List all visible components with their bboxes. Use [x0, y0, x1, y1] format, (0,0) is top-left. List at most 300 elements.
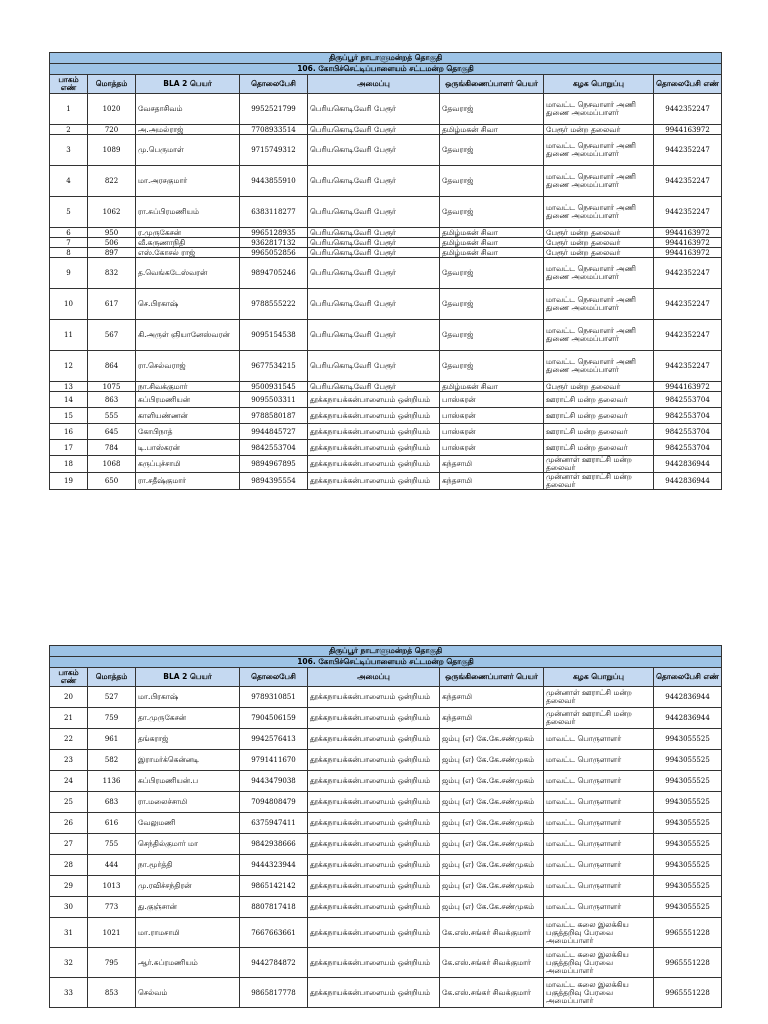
cell-phone-number: 9943055525 [654, 834, 722, 855]
cell-party-role: மாவட்ட நெசவாளர் அணி துணை அமைப்பாளர் [544, 320, 654, 351]
cell-coordinator: ஜம்பு (எ) கே.கே.சண்முகம் [440, 876, 544, 897]
cell-part-no: 22 [50, 729, 88, 750]
cell-organisation: பெரியகொடிவேரி பேரூர் [308, 248, 440, 258]
cell-total: 863 [88, 392, 136, 408]
cell-phone: 9789310851 [240, 687, 308, 708]
cell-party-role: ஊராட்சி மன்ற தலைவர் [544, 424, 654, 440]
cell-party-role: ஊராட்சி மன்ற தலைவர் [544, 440, 654, 456]
col-header-coordinator: ஒருங்கிணைப்பாளர் பெயர் [440, 668, 544, 687]
col-header-part-no: பாகம் எண் [50, 75, 88, 94]
cell-coordinator: தேவராஜ் [440, 289, 544, 320]
cell-organisation: பெரியகொடிவேரி பேரூர் [308, 166, 440, 197]
cell-bla2-name: ர.முருகேசன் [136, 228, 240, 238]
cell-bla2-name: சுப்பிரமணியன்.ப [136, 771, 240, 792]
col-header-phone-number: தொலைபேசி எண் [654, 75, 722, 94]
table-body-2 [50, 687, 722, 1008]
cell-coordinator: கந்தசாமி [440, 687, 544, 708]
cell-phone-number: 9442836944 [654, 456, 722, 473]
cell-coordinator: தேவராஜ் [440, 135, 544, 166]
cell-party-role: முன்னாள் ஊராட்சி மன்ற தலைவர் [544, 708, 654, 729]
cell-phone-number: 9943055525 [654, 876, 722, 897]
cell-coordinator: கே.எஸ்.சங்கர் சிவக்குமார் [440, 978, 544, 1008]
cell-organisation: தூக்கநாயக்கன்பாளையம் ஒன்றியம் [308, 729, 440, 750]
table-row [50, 424, 722, 440]
cell-coordinator: கந்தசாமி [440, 473, 544, 490]
cell-part-no: 7 [50, 238, 88, 248]
cell-phone: 9965052856 [240, 248, 308, 258]
table-row [50, 729, 722, 750]
table-row [50, 918, 722, 948]
cell-phone: 9965128935 [240, 228, 308, 238]
cell-part-no: 6 [50, 228, 88, 238]
cell-coordinator: தேவராஜ் [440, 320, 544, 351]
cell-organisation: பெரியகொடிவேரி பேரூர் [308, 351, 440, 382]
cell-bla2-name: வேசதாசிவம் [136, 94, 240, 125]
data-table-2 [49, 645, 722, 1008]
table-row [50, 813, 722, 834]
cell-phone-number: 9442836944 [654, 687, 722, 708]
cell-phone-number: 9944163972 [654, 228, 722, 238]
cell-coordinator: ஜம்பு (எ) கே.கே.சண்முகம் [440, 834, 544, 855]
cell-total: 759 [88, 708, 136, 729]
cell-coordinator: பாஸ்கரன் [440, 408, 544, 424]
cell-part-no: 16 [50, 424, 88, 440]
table-row [50, 792, 722, 813]
cell-phone: 9442784872 [240, 948, 308, 978]
cell-total: 853 [88, 978, 136, 1008]
cell-total: 616 [88, 813, 136, 834]
cell-part-no: 18 [50, 456, 88, 473]
cell-total: 582 [88, 750, 136, 771]
cell-bla2-name: தங்கராஜ் [136, 729, 240, 750]
cell-phone-number: 9944163972 [654, 248, 722, 258]
cell-organisation: தூக்கநாயக்கன்பாளையம் ஒன்றியம் [308, 408, 440, 424]
cell-phone: 9788580187 [240, 408, 308, 424]
cell-total: 506 [88, 238, 136, 248]
col-header-organisation: அமைப்பு [308, 668, 440, 687]
table-row [50, 978, 722, 1008]
table-block-2 [49, 645, 721, 1008]
cell-part-no: 14 [50, 392, 88, 408]
cell-phone-number: 9442352247 [654, 197, 722, 228]
cell-phone-number: 9965551228 [654, 948, 722, 978]
cell-total: 1021 [88, 918, 136, 948]
cell-organisation: தூக்கநாயக்கன்பாளையம் ஒன்றியம் [308, 918, 440, 948]
table-row [50, 456, 722, 473]
cell-coordinator: தேவராஜ் [440, 258, 544, 289]
cell-phone-number: 9943055525 [654, 792, 722, 813]
col-header-part-no: பாகம் எண் [50, 668, 88, 687]
cell-bla2-name: இராமர்க்கென்னடி [136, 750, 240, 771]
cell-bla2-name: சுப்பிரமணியன் [136, 392, 240, 408]
cell-organisation: பெரியகொடிவேரி பேரூர் [308, 197, 440, 228]
cell-coordinator: ஜம்பு (எ) கே.கே.சண்முகம் [440, 750, 544, 771]
cell-coordinator: பாஸ்கரன் [440, 424, 544, 440]
cell-phone-number: 9943055525 [654, 855, 722, 876]
cell-organisation: பெரியகொடிவேரி பேரூர் [308, 228, 440, 238]
table-row [50, 228, 722, 238]
cell-total: 961 [88, 729, 136, 750]
cell-phone-number: 9442836944 [654, 473, 722, 490]
cell-party-role: மாவட்ட பொருளாளர் [544, 897, 654, 918]
cell-part-no: 8 [50, 248, 88, 258]
cell-bla2-name: த.வெங்கடேஸ்வரன் [136, 258, 240, 289]
cell-part-no: 26 [50, 813, 88, 834]
cell-part-no: 30 [50, 897, 88, 918]
cell-organisation: பெரியகொடிவேரி பேரூர் [308, 289, 440, 320]
table-row [50, 440, 722, 456]
cell-bla2-name: செந்தில்குமார் மா [136, 834, 240, 855]
cell-coordinator: ஜம்பு (எ) கே.கே.சண்முகம் [440, 792, 544, 813]
table-block-1 [49, 52, 721, 490]
cell-party-role: ஊராட்சி மன்ற தலைவர் [544, 392, 654, 408]
cell-phone: 9944845727 [240, 424, 308, 440]
cell-total: 645 [88, 424, 136, 440]
cell-organisation: பெரியகொடிவேரி பேரூர் [308, 94, 440, 125]
col-header-phone: தொலைபேசி [240, 75, 308, 94]
col-header-organisation: அமைப்பு [308, 75, 440, 94]
cell-bla2-name: மா.பிரகாஷ் [136, 687, 240, 708]
cell-coordinator: தமிழ்மகன் சிவா [440, 382, 544, 392]
column-header-row [50, 75, 722, 94]
cell-bla2-name: அ.அமல்ராஜ் [136, 125, 240, 135]
cell-organisation: பெரியகொடிவேரி பேரூர் [308, 258, 440, 289]
table-row [50, 473, 722, 490]
col-header-total: மொத்தம் [88, 75, 136, 94]
cell-party-role: மாவட்ட பொருளாளர் [544, 729, 654, 750]
cell-total: 795 [88, 948, 136, 978]
cell-phone: 9362817132 [240, 238, 308, 248]
cell-phone: 9842553704 [240, 440, 308, 456]
cell-coordinator: தமிழ்மகன் சிவா [440, 238, 544, 248]
cell-part-no: 19 [50, 473, 88, 490]
cell-total: 832 [88, 258, 136, 289]
col-header-total: மொத்தம் [88, 668, 136, 687]
cell-bla2-name: தா.முருகேசன் [136, 708, 240, 729]
cell-bla2-name: காளியண்ணன் [136, 408, 240, 424]
cell-part-no: 21 [50, 708, 88, 729]
cell-phone-number: 9965551228 [654, 978, 722, 1008]
cell-organisation: தூக்கநாயக்கன்பாளையம் ஒன்றியம் [308, 897, 440, 918]
cell-coordinator: தேவராஜ் [440, 166, 544, 197]
cell-bla2-name: செல்வம் [136, 978, 240, 1008]
cell-phone: 9095503311 [240, 392, 308, 408]
col-header-party-role: கழக பொறுப்பு [544, 75, 654, 94]
cell-organisation: தூக்கநாயக்கன்பாளையம் ஒன்றியம் [308, 473, 440, 490]
table-row [50, 135, 722, 166]
cell-party-role: பேரூர் மன்ற தலைவர் [544, 248, 654, 258]
cell-part-no: 29 [50, 876, 88, 897]
col-header-coordinator: ஒருங்கிணைப்பாளர் பெயர் [440, 75, 544, 94]
cell-part-no: 20 [50, 687, 88, 708]
cell-organisation: பெரியகொடிவேரி பேரூர் [308, 135, 440, 166]
cell-total: 1075 [88, 382, 136, 392]
cell-part-no: 1 [50, 94, 88, 125]
cell-party-role: மாவட்ட நெசவாளர் அணி துணை அமைப்பாளர் [544, 351, 654, 382]
cell-phone-number: 9943055525 [654, 897, 722, 918]
table-row [50, 876, 722, 897]
document-title: திருப்பூர் நாடாளுமன்றத் தொகுதி [50, 53, 722, 64]
cell-bla2-name: வீ.கருணாநிதி [136, 238, 240, 248]
cell-organisation: பெரியகொடிவேரி பேரூர் [308, 238, 440, 248]
cell-total: 444 [88, 855, 136, 876]
cell-phone-number: 9842553704 [654, 408, 722, 424]
cell-phone: 9444323944 [240, 855, 308, 876]
cell-organisation: தூக்கநாயக்கன்பாளையம் ஒன்றியம் [308, 813, 440, 834]
table-row [50, 382, 722, 392]
cell-phone: 9791411670 [240, 750, 308, 771]
cell-party-role: மாவட்ட நெசவாளர் அணி துணை அமைப்பாளர் [544, 94, 654, 125]
cell-part-no: 2 [50, 125, 88, 135]
col-header-bla2-name: BLA 2 பெயர் [136, 668, 240, 687]
cell-total: 950 [88, 228, 136, 238]
cell-bla2-name: மா.ராமசாமி [136, 918, 240, 948]
cell-party-role: பேரூர் மன்ற தலைவர் [544, 382, 654, 392]
cell-phone-number: 9943055525 [654, 729, 722, 750]
table-row [50, 408, 722, 424]
cell-total: 1068 [88, 456, 136, 473]
cell-phone: 9894705246 [240, 258, 308, 289]
col-header-party-role: கழக பொறுப்பு [544, 668, 654, 687]
cell-organisation: தூக்கநாயக்கன்பாளையம் ஒன்றியம் [308, 948, 440, 978]
cell-phone: 9952521799 [240, 94, 308, 125]
cell-bla2-name: ஆர்.சுப்ரமணியம் [136, 948, 240, 978]
cell-coordinator: தேவராஜ் [440, 351, 544, 382]
cell-phone: 9715749312 [240, 135, 308, 166]
cell-party-role: மாவட்ட பொருளாளர் [544, 771, 654, 792]
cell-phone: 9865817778 [240, 978, 308, 1008]
cell-bla2-name: வேலுமணி [136, 813, 240, 834]
cell-bla2-name: ரா.மலைச்சாமி [136, 792, 240, 813]
table-row [50, 834, 722, 855]
cell-phone: 8807817418 [240, 897, 308, 918]
cell-coordinator: ஜம்பு (எ) கே.கே.சண்முகம் [440, 729, 544, 750]
table-row [50, 897, 722, 918]
cell-party-role: ஊராட்சி மன்ற தலைவர் [544, 408, 654, 424]
cell-organisation: தூக்கநாயக்கன்பாளையம் ஒன்றியம் [308, 392, 440, 408]
cell-total: 773 [88, 897, 136, 918]
cell-phone-number: 9943055525 [654, 771, 722, 792]
cell-phone-number: 9944163972 [654, 382, 722, 392]
cell-total: 555 [88, 408, 136, 424]
cell-bla2-name: து.குஞ்சான் [136, 897, 240, 918]
cell-part-no: 9 [50, 258, 88, 289]
cell-coordinator: கந்தசாமி [440, 708, 544, 729]
cell-coordinator: தேவராஜ் [440, 197, 544, 228]
cell-part-no: 5 [50, 197, 88, 228]
cell-total: 1062 [88, 197, 136, 228]
cell-organisation: பெரியகொடிவேரி பேரூர் [308, 382, 440, 392]
cell-coordinator: பாஸ்கரன் [440, 392, 544, 408]
cell-phone: 9942576413 [240, 729, 308, 750]
cell-party-role: முன்னாள் ஊராட்சி மன்ற தலைவர் [544, 687, 654, 708]
table-row [50, 320, 722, 351]
table-row [50, 248, 722, 258]
cell-part-no: 27 [50, 834, 88, 855]
cell-total: 527 [88, 687, 136, 708]
cell-organisation: தூக்கநாயக்கன்பாளையம் ஒன்றியம் [308, 855, 440, 876]
cell-part-no: 23 [50, 750, 88, 771]
cell-organisation: தூக்கநாயக்கன்பாளையம் ஒன்றியம் [308, 876, 440, 897]
cell-part-no: 4 [50, 166, 88, 197]
cell-coordinator: கந்தசாமி [440, 456, 544, 473]
cell-phone-number: 9442352247 [654, 94, 722, 125]
cell-phone-number: 9944163972 [654, 125, 722, 135]
cell-organisation: தூக்கநாயக்கன்பாளையம் ஒன்றியம் [308, 750, 440, 771]
col-header-bla2-name: BLA 2 பெயர் [136, 75, 240, 94]
cell-phone-number: 9842553704 [654, 424, 722, 440]
cell-party-role: பேரூர் மன்ற தலைவர் [544, 228, 654, 238]
cell-party-role: மாவட்ட நெசவாளர் அணி துணை அமைப்பாளர் [544, 258, 654, 289]
cell-total: 822 [88, 166, 136, 197]
table-row [50, 855, 722, 876]
cell-part-no: 13 [50, 382, 88, 392]
cell-phone: 9095154538 [240, 320, 308, 351]
cell-total: 650 [88, 473, 136, 490]
document-title: திருப்பூர் நாடாளுமன்றத் தொகுதி [50, 646, 722, 657]
cell-party-role: மாவட்ட பொருளாளர் [544, 750, 654, 771]
table-row [50, 392, 722, 408]
cell-party-role: மாவட்ட கலை இலக்கிய பகுத்தறிவு பேரவை அமைப்பாளர் [544, 948, 654, 978]
cell-phone-number: 9943055525 [654, 750, 722, 771]
cell-phone-number: 9442352247 [654, 258, 722, 289]
cell-coordinator: தேவராஜ் [440, 94, 544, 125]
cell-coordinator: தமிழ்மகன் சிவா [440, 125, 544, 135]
cell-bla2-name: செ.பிரகாஷ் [136, 289, 240, 320]
cell-coordinator: தமிழ்மகன் சிவா [440, 248, 544, 258]
cell-party-role: மாவட்ட பொருளாளர் [544, 855, 654, 876]
cell-phone-number: 9842553704 [654, 392, 722, 408]
table-row [50, 258, 722, 289]
cell-total: 897 [88, 248, 136, 258]
cell-part-no: 10 [50, 289, 88, 320]
cell-organisation: தூக்கநாயக்கன்பாளையம் ஒன்றியம் [308, 440, 440, 456]
cell-phone: 9677534215 [240, 351, 308, 382]
cell-organisation: பெரியகொடிவேரி பேரூர் [308, 125, 440, 135]
cell-phone: 6383118277 [240, 197, 308, 228]
cell-phone-number: 9944163972 [654, 238, 722, 248]
table-row [50, 708, 722, 729]
table-row [50, 94, 722, 125]
cell-party-role: பேரூர் மன்ற தலைவர் [544, 238, 654, 248]
cell-bla2-name: நா.சிவக்குமார் [136, 382, 240, 392]
cell-party-role: மாவட்ட கலை இலக்கிய பகுத்தறிவு பேரவை அமைப்பாளர் [544, 978, 654, 1008]
cell-part-no: 17 [50, 440, 88, 456]
cell-bla2-name: கோபிநாத் [136, 424, 240, 440]
cell-phone-number: 9442352247 [654, 166, 722, 197]
table-row [50, 351, 722, 382]
col-header-phone: தொலைபேசி [240, 668, 308, 687]
cell-coordinator: கே.எஸ்.சங்கர் சிவக்குமார் [440, 918, 544, 948]
cell-bla2-name: கருப்புச்சாமி [136, 456, 240, 473]
cell-coordinator: ஜம்பு (எ) கே.கே.சண்முகம் [440, 855, 544, 876]
cell-organisation: தூக்கநாயக்கன்பாளையம் ஒன்றியம் [308, 834, 440, 855]
cell-organisation: தூக்கநாயக்கன்பாளையம் ஒன்றியம் [308, 978, 440, 1008]
cell-phone-number: 9442352247 [654, 289, 722, 320]
cell-phone: 7708933514 [240, 125, 308, 135]
cell-coordinator: ஜம்பு (எ) கே.கே.சண்முகம் [440, 771, 544, 792]
table-row [50, 687, 722, 708]
cell-bla2-name: மு.பெருமாள் [136, 135, 240, 166]
cell-total: 567 [88, 320, 136, 351]
cell-party-role: பேரூர் மன்ற தலைவர் [544, 125, 654, 135]
cell-phone-number: 9442352247 [654, 320, 722, 351]
table-row [50, 166, 722, 197]
table-row [50, 948, 722, 978]
col-header-phone-number: தொலைபேசி எண் [654, 668, 722, 687]
cell-phone: 9894967895 [240, 456, 308, 473]
column-header-row [50, 668, 722, 687]
cell-total: 755 [88, 834, 136, 855]
cell-phone-number: 9442836944 [654, 708, 722, 729]
cell-phone: 9788555222 [240, 289, 308, 320]
constituency-title: 106. கோபிச்செட்டிப்பாளையம் சட்டமன்ற தொகுதி [50, 64, 722, 75]
cell-coordinator: கே.எஸ்.சங்கர் சிவக்குமார் [440, 948, 544, 978]
cell-bla2-name: ரா.செல்வராஜ் [136, 351, 240, 382]
cell-part-no: 15 [50, 408, 88, 424]
cell-part-no: 3 [50, 135, 88, 166]
cell-bla2-name: மு.ரவிச்சந்திரன் [136, 876, 240, 897]
cell-bla2-name: ரா.சதீஷ்குமார் [136, 473, 240, 490]
cell-phone: 9842938666 [240, 834, 308, 855]
cell-party-role: முன்னாள் ஊராட்சி மன்ற தலைவர் [544, 456, 654, 473]
table-row [50, 238, 722, 248]
cell-phone-number: 9442352247 [654, 351, 722, 382]
cell-party-role: மாவட்ட நெசவாளர் அணி துணை அமைப்பாளர் [544, 197, 654, 228]
cell-bla2-name: டி.பாஸ்கரன் [136, 440, 240, 456]
cell-phone: 7904506159 [240, 708, 308, 729]
cell-organisation: பெரியகொடிவேரி பேரூர் [308, 320, 440, 351]
cell-phone: 6375947411 [240, 813, 308, 834]
cell-organisation: தூக்கநாயக்கன்பாளையம் ஒன்றியம் [308, 792, 440, 813]
cell-organisation: தூக்கநாயக்கன்பாளையம் ஒன்றியம் [308, 771, 440, 792]
cell-phone: 7667663661 [240, 918, 308, 948]
cell-part-no: 28 [50, 855, 88, 876]
cell-phone: 9865142142 [240, 876, 308, 897]
cell-phone-number: 9965551228 [654, 918, 722, 948]
table-row [50, 125, 722, 135]
cell-phone-number: 9842553704 [654, 440, 722, 456]
cell-phone: 9443855910 [240, 166, 308, 197]
cell-organisation: தூக்கநாயக்கன்பாளையம் ஒன்றியம் [308, 708, 440, 729]
cell-bla2-name: ரா.சுப்பிரமணியம் [136, 197, 240, 228]
cell-part-no: 33 [50, 978, 88, 1008]
cell-party-role: மாவட்ட பொருளாளர் [544, 813, 654, 834]
cell-bla2-name: மா.அரசகுமார் [136, 166, 240, 197]
cell-bla2-name: எஸ்.கோசல் ராஜ் [136, 248, 240, 258]
table-body-1 [50, 94, 722, 490]
cell-phone: 9500931545 [240, 382, 308, 392]
cell-total: 617 [88, 289, 136, 320]
cell-party-role: மாவட்ட பொருளாளர் [544, 876, 654, 897]
cell-phone: 9443479038 [240, 771, 308, 792]
cell-total: 1020 [88, 94, 136, 125]
table-row [50, 771, 722, 792]
cell-total: 1089 [88, 135, 136, 166]
cell-coordinator: ஜம்பு (எ) கே.கே.சண்முகம் [440, 813, 544, 834]
cell-party-role: மாவட்ட பொருளாளர் [544, 792, 654, 813]
cell-organisation: தூக்கநாயக்கன்பாளையம் ஒன்றியம் [308, 424, 440, 440]
cell-total: 1013 [88, 876, 136, 897]
cell-phone: 9894395554 [240, 473, 308, 490]
cell-part-no: 25 [50, 792, 88, 813]
table-row [50, 197, 722, 228]
table-row [50, 289, 722, 320]
cell-total: 864 [88, 351, 136, 382]
cell-organisation: தூக்கநாயக்கன்பாளையம் ஒன்றியம் [308, 687, 440, 708]
cell-part-no: 24 [50, 771, 88, 792]
cell-party-role: மாவட்ட நெசவாளர் அணி துணை அமைப்பாளர் [544, 135, 654, 166]
